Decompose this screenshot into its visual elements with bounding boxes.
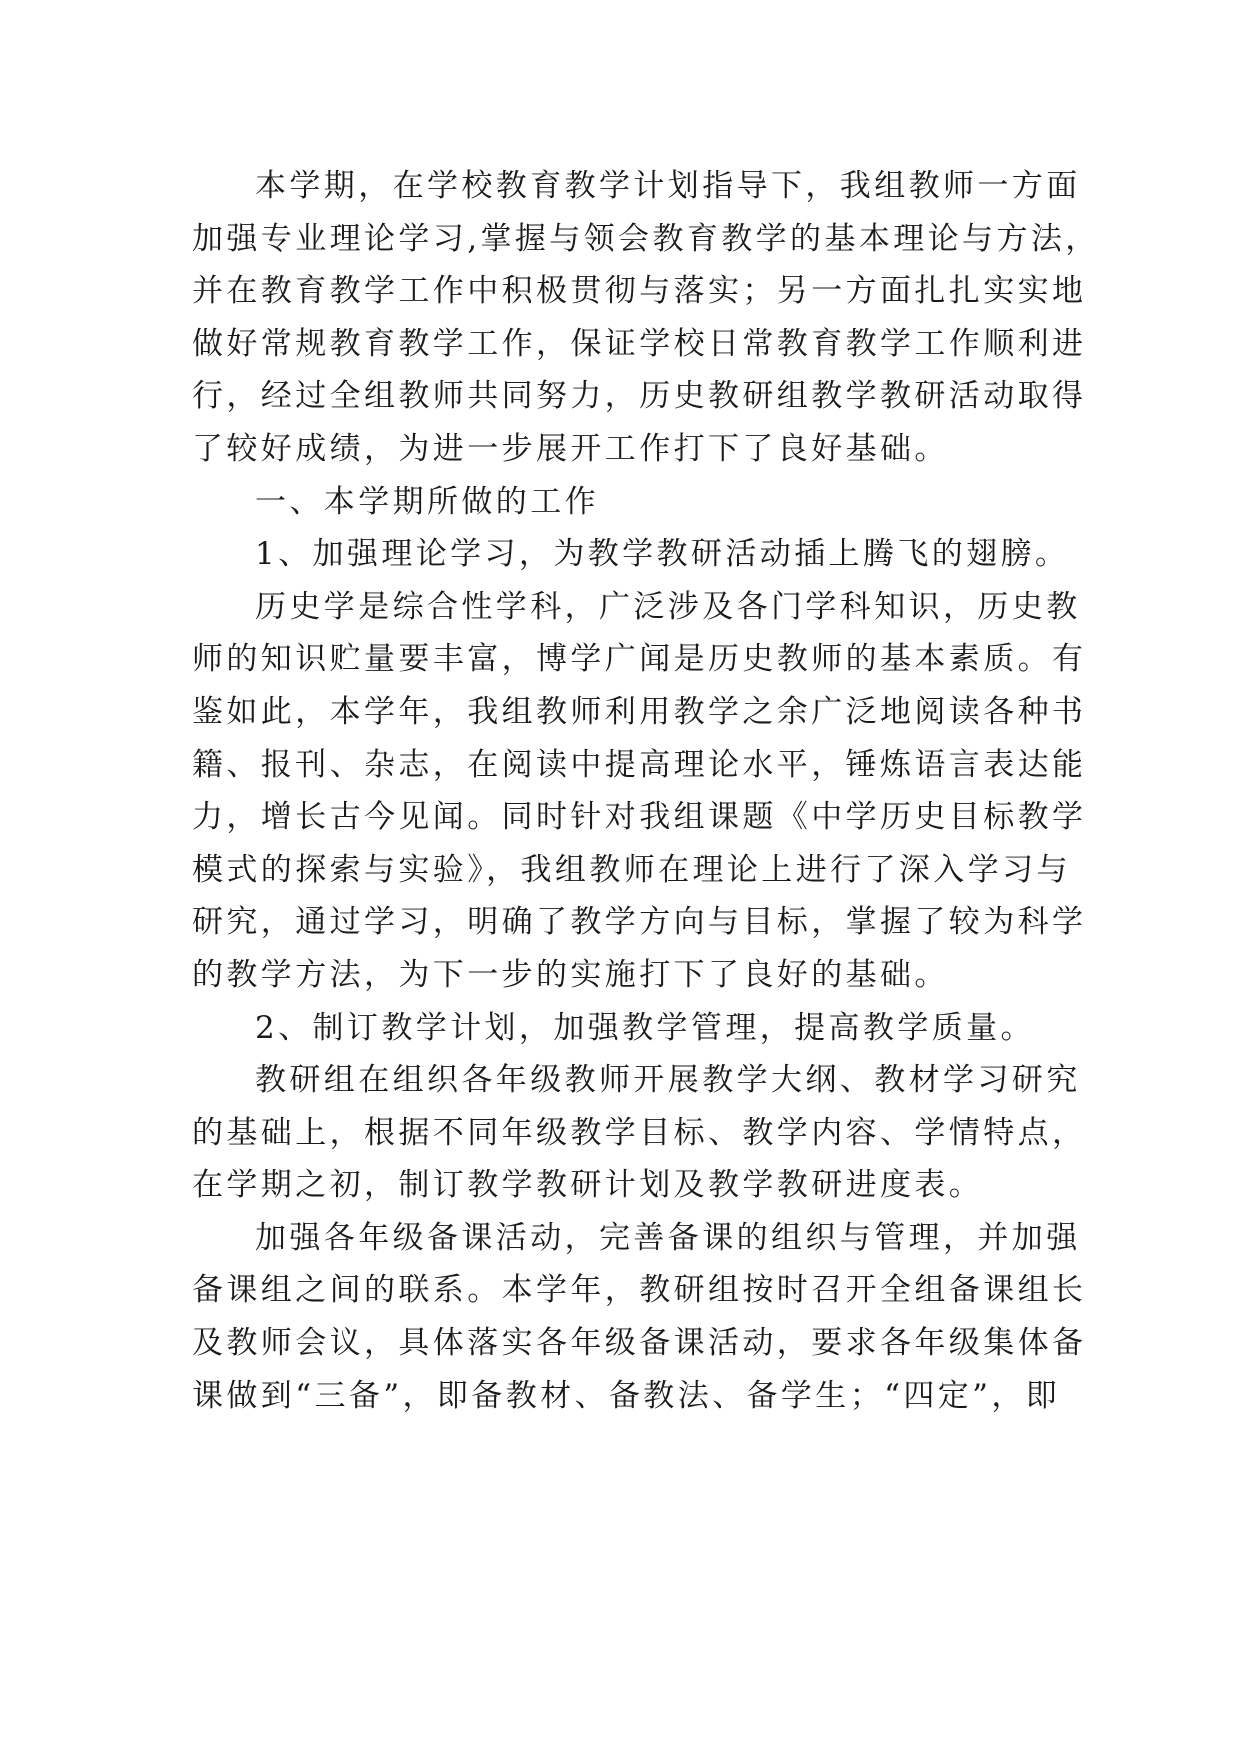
paragraph-4-line-2: 备课组之间的联系。本学年，教研组按时召开全组备课组长 [192,1272,1087,1309]
paragraph-4-line-4: 课做到“三备”，即备教材、备教法、备学生；“四定”，即 [192,1377,1061,1414]
paragraph-2-line-2: 师的知识贮量要丰富，博学广闻是历史教师的基本素质。有 [192,641,1087,678]
paragraph-3-line-3: 在学期之初，制订教学教研计划及教学教研进度表。 [192,1167,984,1204]
paragraph-1-line-5: 行，经过全组教师共同努力，历史教研组教学教研活动取得 [192,378,1087,415]
paragraph-2-line-8: 的教学方法，为下一步的实施打下了良好的基础。 [192,956,949,993]
paragraph-2-line-1: 历史学是综合性学科，广泛涉及各门学科知识，历史教 [255,588,1081,625]
section-heading-1: 一、本学期所做的工作 [255,483,599,520]
paragraph-3-line-2: 的基础上，根据不同年级教学目标、教学内容、学情特点， [192,1114,1087,1151]
subsection-heading-2: 2、制订教学计划，加强教学管理，提高教学质量。 [255,1009,1035,1046]
subsection-heading-1: 1、加强理论学习，为教学教研活动插上腾飞的翅膀。 [255,536,1070,573]
paragraph-2-line-3: 鉴如此，本学年，我组教师利用教学之余广泛地阅读各种书 [192,693,1087,730]
paragraph-4-line-3: 及教师会议，具体落实各年级备课活动，要求各年级集体备 [192,1325,1087,1362]
document-body [192,160,1100,1422]
paragraph-2-line-4: 籍、报刊、杂志，在阅读中提高理论水平，锤炼语言表达能 [192,746,1087,783]
paragraph-2-line-5: 力，增长古今见闻。同时针对我组课题《中学历史目标教学 [192,799,1087,836]
paragraph-1-line-1: 本学期，在学校教育教学计划指导下，我组教师一方面 [255,168,1081,204]
paragraph-2-line-7: 研究，通过学习，明确了教学方向与目标，掌握了较为科学 [192,904,1087,941]
paragraph-1-line-2: 加强专业理论学习,掌握与领会教育教学的基本理论与方法， [192,220,1100,257]
paragraph-1-line-6: 了较好成绩，为进一步展开工作打下了良好基础。 [192,430,949,467]
paragraph-4-line-1: 加强各年级备课活动，完善备课的组织与管理，并加强 [255,1219,1081,1256]
paragraph-3-line-1: 教研组在组织各年级教师开展教学大纲、教材学习研究 [255,1062,1081,1099]
paragraph-2-line-6: 模式的探索与实验》，我组教师在理论上进行了深入学习与 [192,851,1071,888]
paragraph-1-line-4: 做好常规教育教学工作，保证学校日常教育教学工作顺利进 [192,325,1087,362]
paragraph-1-line-3: 并在教育教学工作中积极贯彻与落实；另一方面扎扎实实地 [192,273,1087,310]
